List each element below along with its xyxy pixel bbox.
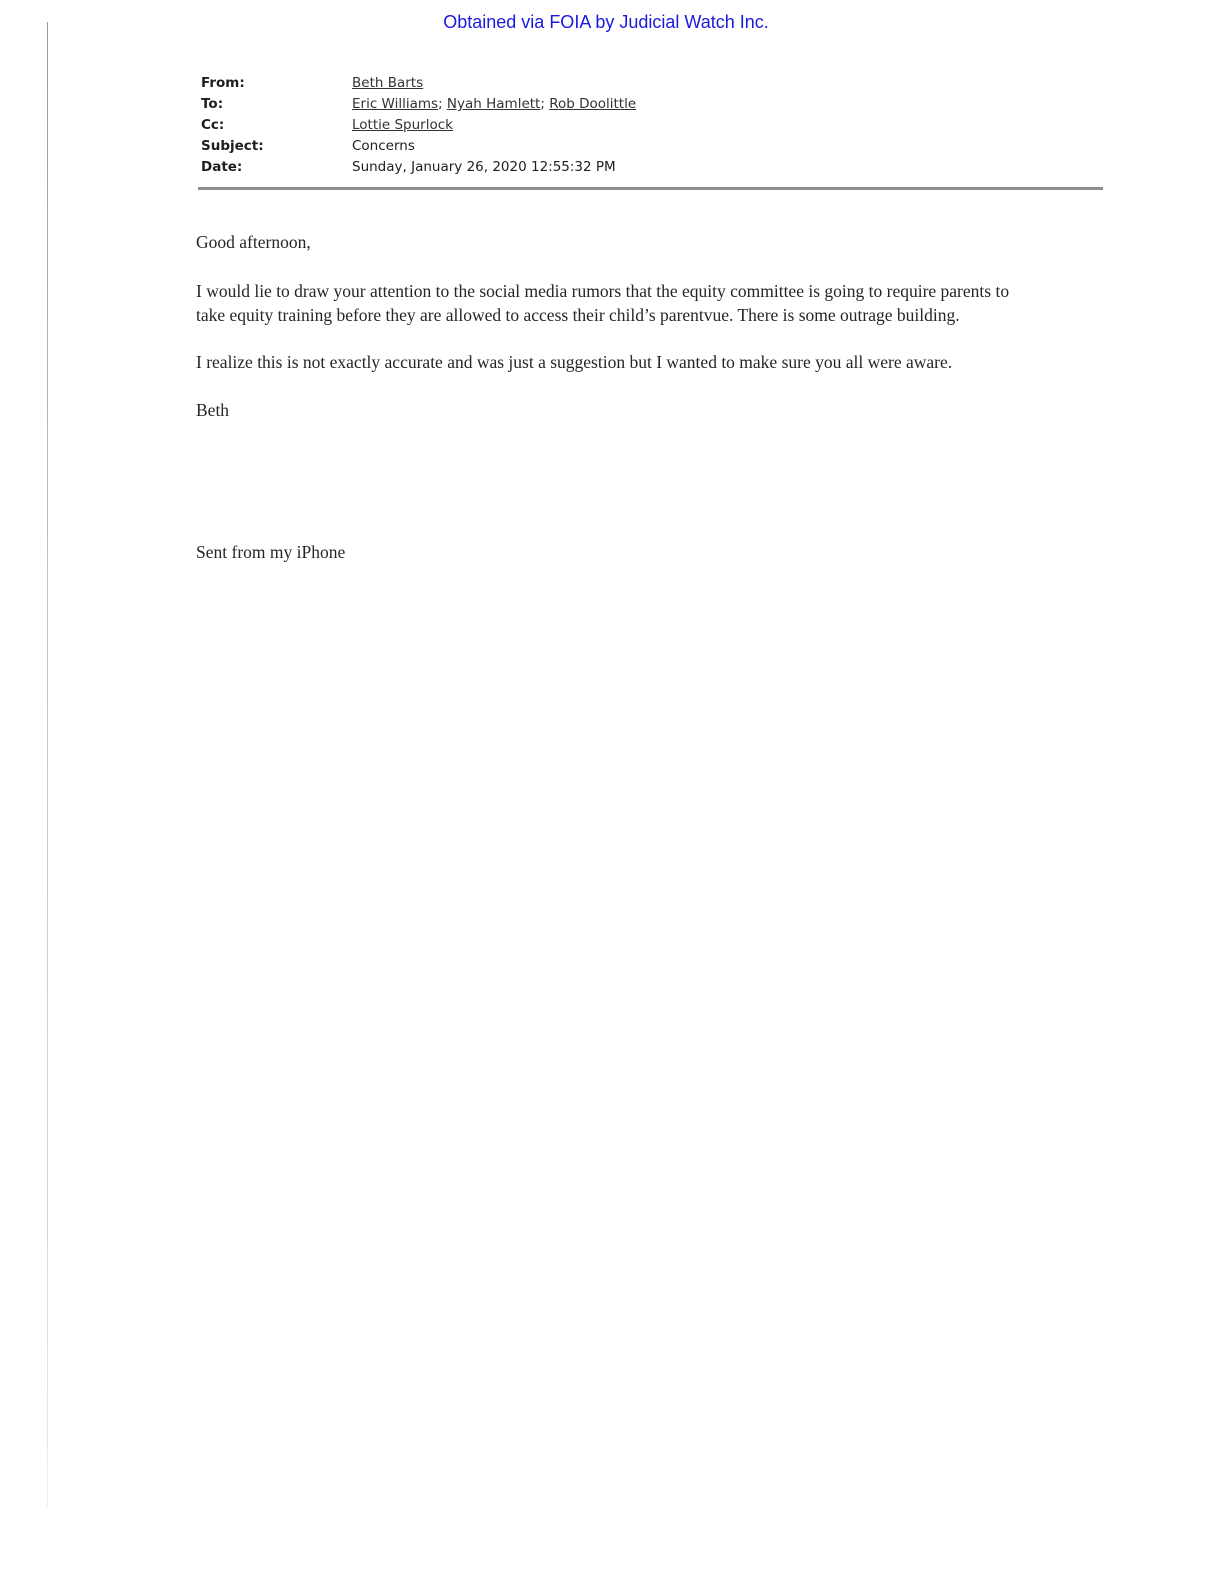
date-label: Date: xyxy=(201,159,243,175)
subject-label: Subject: xyxy=(201,138,264,154)
header-divider xyxy=(198,187,1103,190)
subject-value: Concerns xyxy=(352,138,415,154)
paragraph-2: I realize this is not exactly accurate and was just a suggestion but I wanted to make sure you all were aware. xyxy=(196,352,953,372)
cc-value[interactable]: Lottie Spurlock xyxy=(352,117,453,133)
foia-banner: Obtained via FOIA by Judicial Watch Inc. xyxy=(443,12,769,32)
signature: Beth xyxy=(196,400,230,420)
subject-row xyxy=(201,136,636,157)
sent-from-line: Sent from my iPhone xyxy=(196,542,346,562)
to-recipient[interactable]: Rob Doolittle xyxy=(549,96,637,112)
paragraph-1-line-1: I would lie to draw your attention to the social media rumors that the equity committee is going to require parents to xyxy=(196,281,1010,301)
from-value[interactable]: Beth Barts xyxy=(352,75,424,91)
recipient-separator: ; xyxy=(438,96,447,112)
from-row xyxy=(201,73,636,94)
date-row xyxy=(201,157,636,178)
email-header xyxy=(201,73,636,178)
to-recipient[interactable]: Eric Williams xyxy=(352,96,439,112)
cc-row xyxy=(201,115,636,136)
from-label: From: xyxy=(201,75,245,91)
cc-label: Cc: xyxy=(201,117,225,133)
paragraph-1-line-2: take equity training before they are allowed to access their child’s parentvue. There is some outrage building. xyxy=(196,305,960,325)
to-row xyxy=(201,94,636,115)
recipient-separator: ; xyxy=(540,96,550,112)
date-value: Sunday, January 26, 2020 12:55:32 PM xyxy=(352,159,616,175)
greeting: Good afternoon, xyxy=(196,232,311,252)
to-recipient[interactable]: Nyah Hamlett xyxy=(446,96,541,112)
to-label: To: xyxy=(201,96,224,112)
scan-edge-line xyxy=(47,22,48,1507)
paragraph-1 xyxy=(196,279,1116,327)
